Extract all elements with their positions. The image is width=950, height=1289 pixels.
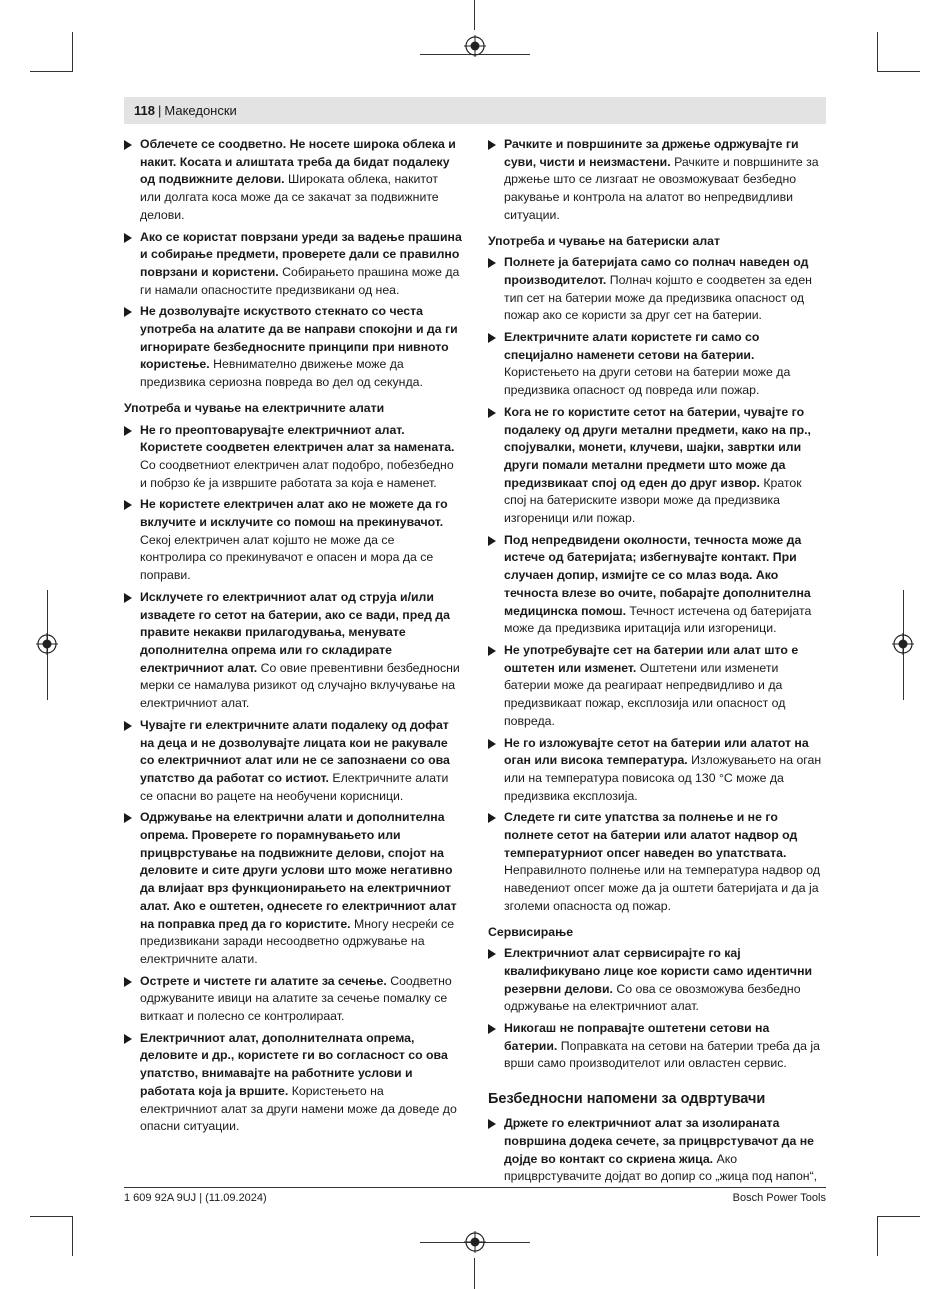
safety-item: [124, 229, 462, 300]
item-text: Соодветно одржуваните ивици на алатите за сечење помалку се виткаат и полесно се контролираат.: [140, 973, 452, 1024]
item-bold-text: Одржување на електрични алати и дополнителна опрема. Проверете го порамнувањето или прицврстување на подвижните делови, спојот на деловите и сите други услови што може негативно да влијаат врз функционирањето на електричниот алат. Ако е оштетен, однесете го електричниот алат на поправка пред да го користите.: [140, 810, 457, 931]
item-bold-text: Никогаш не поправајте оштетени сетови на батерии.: [504, 1021, 770, 1053]
bullet-triangle-icon: [488, 408, 496, 418]
left-column: [124, 136, 462, 1140]
crop-mark: [72, 1216, 73, 1256]
item-text: Ако прицврстувачите дојдат во допир со „жица под напон“,: [504, 1151, 818, 1184]
subhead-power-tool-use: Употреба и чување на електричните алати: [124, 400, 385, 415]
subhead-battery-tool-use: Употреба и чување на батериски алат: [488, 233, 720, 248]
bullet-triangle-icon: [488, 1119, 496, 1129]
item-text: Користењето на електричниот алат за други намени може да доведе до опасни ситуации.: [140, 1083, 457, 1134]
bullet-triangle-icon: [124, 307, 132, 317]
safety-item: [124, 809, 462, 968]
right-items-section: [488, 1115, 826, 1186]
bullet-triangle-icon: [124, 140, 132, 150]
right-items-battery: [488, 254, 826, 915]
page-language: Македонски: [164, 103, 237, 118]
bullet-triangle-icon: [124, 426, 132, 436]
item-bold-text: Облечете се соодветно. Не носете широка облека и накит. Косата и алиштата треба да бидат подалеку од подвижните делови.: [140, 137, 456, 187]
crop-mark: [474, 1258, 475, 1289]
bullet-triangle-icon: [124, 813, 132, 823]
safety-item: [124, 422, 462, 493]
item-text: Неправилното полнење или на температура надвор од наведениот опсег може да ја оштети батеријата и да ја зголеми опасноста од пожар.: [504, 863, 821, 913]
safety-item: [488, 945, 826, 1016]
safety-item: [124, 1030, 462, 1136]
safety-item: [488, 642, 826, 731]
safety-item: [124, 136, 462, 225]
item-text: Невнимателно движење може да предизвика сериозна повреда во дел од секунда.: [140, 357, 423, 390]
bullet-triangle-icon: [124, 233, 132, 243]
item-text: Оштетени или изменети батерии може да реагираат непредвидливо и да предизвикаат пожар, експлозија или опасност од повреда.: [504, 660, 786, 728]
crop-mark: [877, 1216, 878, 1256]
item-text: Со ова се овозможува безбедно одржување на електричниот алат.: [504, 981, 801, 1014]
safety-item: [488, 254, 826, 325]
safety-item: [488, 1020, 826, 1073]
item-text: Многу несреќи се предизвикани заради несоодветно одржување на електричните алати.: [140, 916, 455, 966]
bullet-triangle-icon: [488, 949, 496, 959]
item-bold-text: Острете и чистете ги алатите за сечење.: [140, 973, 387, 988]
registration-mark-icon: [464, 35, 486, 57]
item-bold-text: Исклучете го електричниот алат од струја и/или извадете го сетот на батерии, ако се вади, пред да правите некакви прилагодувања, менувате дополнителна опрема или го складирате електричниот алат.: [140, 589, 450, 675]
crop-mark: [30, 1216, 72, 1217]
item-text: Изложувањето на оган или на температура повисока од 130 °C може да предизвика експлозија.: [504, 753, 822, 803]
bullet-triangle-icon: [488, 258, 496, 268]
crop-mark: [877, 32, 878, 72]
item-bold-text: Следете ги сите упатства за полнење и не го полнете сетот на батерии или алатот надвор од температурниот опсег наведен во упатствата.: [504, 810, 798, 860]
footer-brand: Bosch Power Tools: [732, 1192, 826, 1204]
bullet-triangle-icon: [488, 739, 496, 749]
item-text: Течност истечена од батеријата може да предизвика иритација или изгореници.: [504, 603, 812, 636]
bullet-triangle-icon: [488, 140, 496, 150]
safety-item: [124, 717, 462, 806]
safety-item: [488, 735, 826, 806]
item-bold-text: Ако се користат поврзани уреди за вадење прашина и собирање предмети, проверете дали се правилно поврзани и користени.: [140, 229, 462, 279]
item-bold-text: Не користете електричен алат ако не можете да го вклучите и исклучите со помош на прекинувачот.: [140, 497, 448, 530]
item-bold-text: Не употребувајте сет на батерии или алат што е оштетен или изменет.: [504, 642, 799, 675]
safety-item: [124, 589, 462, 713]
item-bold-text: Полнете ја батеријата само со полнач наведен од производителот.: [504, 255, 809, 287]
item-text: Краток спој на батериските извори може да предизвика изгореници или пожар.: [504, 475, 802, 526]
right-items-service: [488, 945, 826, 1073]
item-text: Полнач којшто е соодветен за еден тип сет на батерии може да предизвика опасност од пожар ако се користи за друг сет на батерии.: [504, 272, 812, 323]
bullet-triangle-icon: [488, 646, 496, 656]
item-text: Поправката на сетови на батерии треба да ја врши само производителот или овластен сервис.: [504, 1038, 820, 1071]
safety-item: [124, 973, 462, 1026]
safety-item: [488, 809, 826, 915]
registration-mark-icon: [36, 633, 58, 655]
bullet-triangle-icon: [488, 536, 496, 546]
item-bold-text: Чувајте ги електричните алати подалеку од дофат на деца и не дозволувајте лицата кои не ракувале со електричниот алат или не се запознаени со ова упатство да работат со истиот.: [140, 717, 450, 785]
item-bold-text: Не го преоптоварувајте електричниот алат. Користете соодветен електричен алат за намената.: [140, 422, 455, 455]
left-items-top: [124, 136, 462, 392]
footer-rule: [124, 1187, 826, 1188]
bullet-triangle-icon: [124, 977, 132, 987]
safety-item: [124, 303, 462, 392]
page-header: [134, 103, 237, 119]
safety-item: [488, 1115, 826, 1186]
item-text: Секој електричен алат којшто не може да се контролира со прекинувачот е опасен и мора да се поправи.: [140, 532, 434, 583]
crop-mark: [878, 1216, 920, 1217]
safety-item: [488, 136, 826, 225]
bullet-triangle-icon: [488, 1024, 496, 1034]
crop-mark: [30, 71, 72, 72]
left-items-bottom: [124, 422, 462, 1136]
item-bold-text: Рачките и површините за држење одржувајте ги суви, чисти и неизмастени.: [504, 137, 799, 169]
bullet-triangle-icon: [124, 721, 132, 731]
safety-item: [488, 329, 826, 400]
page-number: 118: [134, 103, 155, 118]
item-text: Користењето на други сетови на батерии може да предизвика опасност од повреда или пожар.: [504, 365, 791, 398]
right-items-top: [488, 136, 826, 225]
item-bold-text: Држете го електричниот алат за изолираната површина додека сечете, за прицврстувачот да не дојде во контакт со скриена жица.: [504, 1116, 814, 1166]
item-text: Широката облека, накитот или долгата коса може да се закачат за подвижните делови.: [140, 172, 439, 222]
item-text: Рачките и површините за држење што се лизгаат не овозможуваат безбедно ракување и контрола на алатот во непредвидливи ситуации.: [504, 154, 819, 222]
crop-mark: [72, 32, 73, 72]
item-bold-text: Кога не го користите сетот на батерии, чувајте го подалеку од други метални предмети, како на пр., спојувалки, монети, клучеви, шајки, завртки или други помали метални предмети што може да предизвикаат спој од еден до друг извор.: [504, 404, 811, 490]
footer-document-number: 1 609 92A 9UJ | (11.09.2024): [124, 1192, 267, 1204]
item-text: Со соодветниот електричен алат подобро, побезбедно и побрзо ќе ја извршите работата за која е наменет.: [140, 457, 454, 490]
item-text: Собирањето прашина може да ги намали опасностите предизвикани од неа.: [140, 264, 460, 297]
subhead-service: Сервисирање: [488, 924, 574, 939]
item-text: Електричните алати се опасни во рацете на необучени корисници.: [140, 770, 449, 803]
bullet-triangle-icon: [124, 500, 132, 510]
registration-mark-icon: [464, 1231, 486, 1253]
registration-mark-icon: [892, 633, 914, 655]
header-separator: |: [157, 103, 162, 118]
safety-item: [124, 496, 462, 585]
right-column: [488, 136, 826, 1190]
item-bold-text: Под непредвидени околности, течноста може да истече од батеријата; избегнувајте контакт. При случаен допир, измијте се со млаз вода. Ако течноста влезе во очите, побарајте дополнителна медицинска помош.: [504, 532, 811, 618]
item-bold-text: Електричниот алат сервисирајте го кај квалификувано лице кое користи само идентични резервни делови.: [504, 946, 813, 996]
crop-mark: [878, 71, 920, 72]
safety-item: [488, 404, 826, 528]
crop-mark: [474, 0, 475, 30]
bullet-triangle-icon: [124, 1034, 132, 1044]
bullet-triangle-icon: [488, 813, 496, 823]
safety-item: [488, 532, 826, 638]
item-text: Со овие превентивни безбедносни мерки се намалува ризикот од случајно вклучување на електричниот алат.: [140, 660, 460, 711]
item-bold-text: Електричниот алат, дополнителната опрема, деловите и др., користете ги во согласност со ова упатство, внимавајте на работните услови и работата која ја вршите.: [140, 1030, 448, 1098]
item-bold-text: Не го изложувајте сетот на батерии или алатот на оган или висока температура.: [504, 735, 809, 768]
section-title-screwdrivers: Безбедносни напомени за одвртувачи: [488, 1091, 766, 1108]
item-bold-text: Не дозволувајте искуството стекнато со честа употреба на алатите да ве направи спокојни и да ги игнорирате безбедносните принципи при нивното користење.: [140, 304, 458, 372]
bullet-triangle-icon: [488, 333, 496, 343]
item-bold-text: Електричните алати користете ги само со специјално наменети сетови на батерии.: [504, 330, 760, 362]
bullet-triangle-icon: [124, 593, 132, 603]
